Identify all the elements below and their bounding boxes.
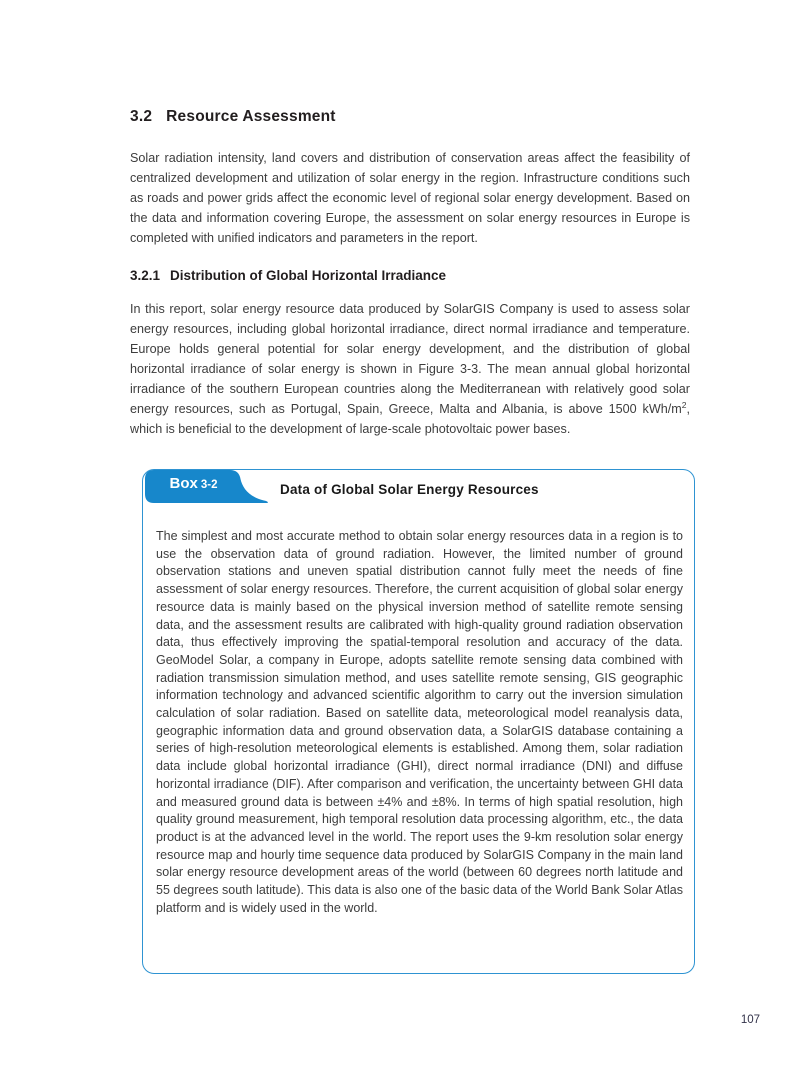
box-tab-label	[142, 475, 246, 493]
box-label-word: Box	[169, 474, 198, 492]
callout-box-3-2	[142, 469, 695, 974]
box-tab	[142, 469, 272, 503]
paragraph-ghi-distribution	[130, 299, 690, 439]
section-heading	[130, 106, 690, 128]
paragraph-ghi-text-after-sup: , which is beneficial to the development of large-scale photovoltaic power bases.	[130, 402, 690, 436]
page-content	[130, 106, 690, 974]
section-title: Resource Assessment	[166, 108, 336, 125]
page-number: 107	[740, 1014, 760, 1026]
paragraph-resource-assessment: Solar radiation intensity, land covers and distribution of conservation areas affect the feasibility of centralized development and utilization of solar energy in the region. Infrastructure conditions such as roads and power grids affect the economic level of regional solar energy development. Based on the data and information covering Europe, the assessment on solar energy resources in Europe is completed with unified indicators and parameters in the report.	[130, 151, 690, 245]
kwh-superscript: 2	[681, 399, 687, 410]
box-body-text: The simplest and most accurate method to obtain solar energy resources data in a region is to use the observation data of ground radiation. However, the limited number of ground observation stations and uneven spatial distribution cannot fully meet the needs of fine assessment of solar energy resources. Therefore, the current acquisition of global solar energy resource data is mainly based on the physical inversion method of satellite remote sensing data, and the assessment results are calibrated with high-quality ground radiation observation data, thus effectively improving the spatial-temporal resolution and accuracy of the data. GeoModel Solar, a company in Europe, adopts satellite remote sensing data combined with radiation transmission simulation method, and uses satellite remote sensing, GIS geographic information technology and advanced scientific algorithm to carry out the inversion simulation calculation of solar radiation. Based on satellite data, meteorological model reanalysis data, geographic information data and ground observation data, a SolarGIS database containing a series of high-resolution meteorological elements is established. Among them, solar radiation data include global horizontal irradiance (GHI), direct normal irradiance (DNI) and diffuse horizontal irradiance (DIF). After comparison and verification, the uncertainty between GHI data and measured ground data is between ±4% and ±8%. In terms of high spatial resolution, high quality ground measurement, high temporal resolution data processing algorithm, etc., the data product is at the advanced level in the world. The report uses the 9-km resolution solar energy resource map and hourly time sequence data produced by SolarGIS Company in the main land solar energy resource development areas of the world (between 60 degrees north latitude and 55 degrees south latitude). This data is also one of the basic data of the World Bank Solar Atlas platform and is widely used in the world.	[156, 529, 683, 915]
box-title: Data of Global Solar Energy Resources	[280, 482, 539, 497]
box-label-number: 3-2	[200, 478, 218, 491]
subsection-number: 3.2.1	[130, 268, 161, 283]
section-number: 3.2	[130, 108, 153, 125]
paragraph-ghi-text-before-sup: In this report, solar energy resource data produced by SolarGIS Company is used to assess solar energy resources, including global horizontal irradiance, direct normal irradiance and temperature. Europe holds general potential for solar energy development, and the distribution of global horizontal irradiance of solar energy is shown in Figure 3-3. The mean annual global horizontal irradiance of the southern European countries along the Mediterranean with relatively good solar energy resources, such as Portugal, Spain, Greece, Malta and Albania, is above 1500 kWh/m	[130, 302, 690, 416]
subsection-title: Distribution of Global Horizontal Irradiance	[170, 268, 447, 283]
subsection-heading	[130, 266, 690, 285]
